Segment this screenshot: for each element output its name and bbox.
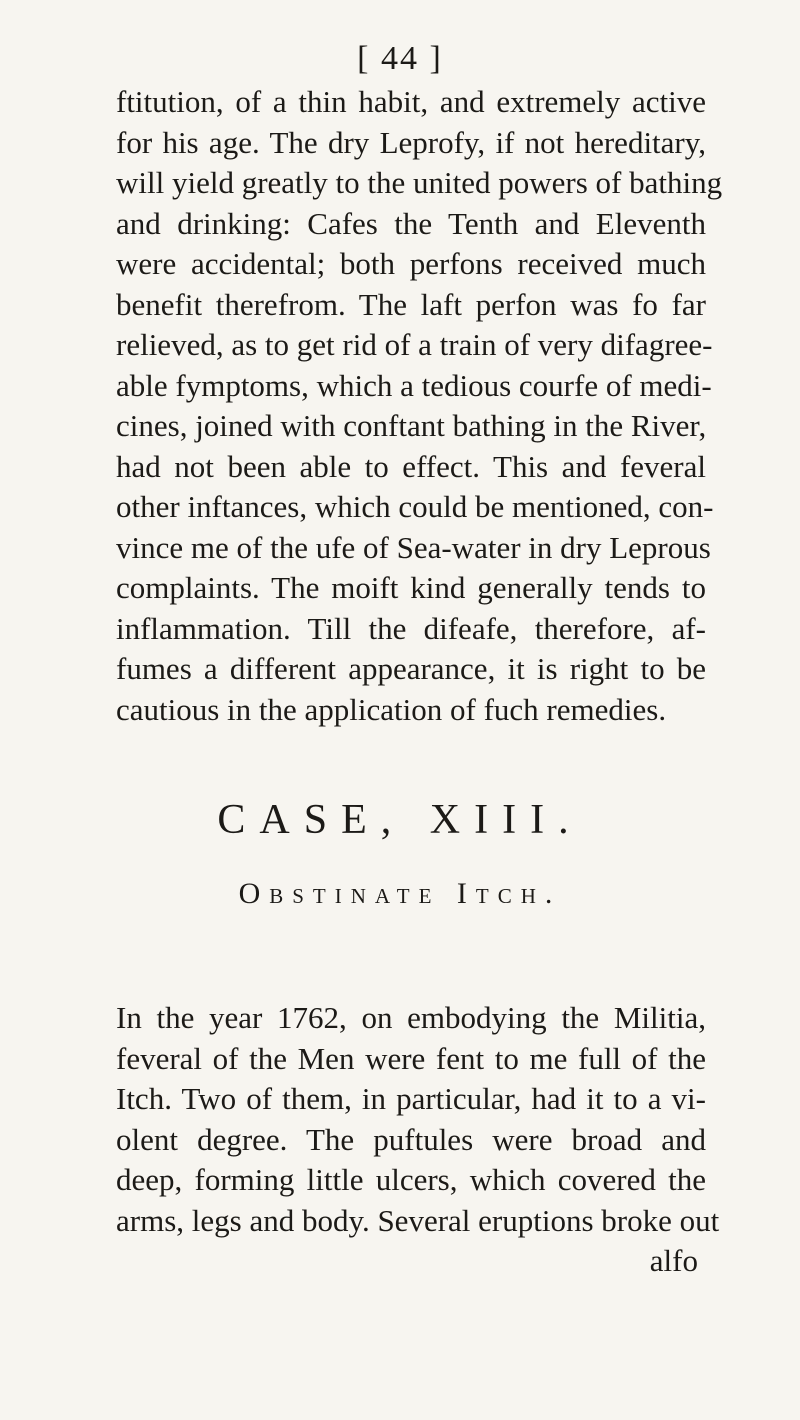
paragraph-2 [116, 998, 720, 1282]
text-line: cautious in the application of fuch remedies. [116, 691, 667, 727]
case-title: CASE, XIII. [217, 797, 583, 843]
text-line: ftitution, of a thin habit, and extremely active [116, 84, 706, 119]
text-line: and drinking: Cafes the Tenth and Eleventh [116, 205, 706, 241]
text-line: were accidental; both perfons received much [116, 246, 706, 281]
catchword: alfo [649, 1243, 698, 1278]
text-line: feveral of the Men were fent to me full of the [116, 1040, 706, 1076]
text-line: olent degree. The puftules were broad and [116, 1121, 706, 1157]
text-line: deep, forming little ulcers, which covered the [116, 1162, 706, 1197]
text-line: vince me of the ufe of Sea-water in dry Leprous [116, 529, 711, 565]
text-line: benefit therefrom. The laft perfon was fo far [116, 286, 706, 322]
text-line: inflammation. Till the difeafe, therefore, af- [116, 610, 706, 646]
text-line: able fymptoms, which a tedious courfe of medi- [116, 367, 712, 403]
text-line: other inftances, which could be mentioned, con- [116, 489, 714, 524]
text-line: will yield greatly to the united powers of bathing [116, 165, 723, 200]
text-line: In the year 1762, on embodying the Militia, [116, 1000, 706, 1035]
text-line: had not been able to effect. This and feveral [116, 448, 706, 484]
text-line: fumes a different appearance, it is right to be [116, 651, 706, 686]
paragraph-1 [116, 82, 723, 730]
text-line: arms, legs and body. Several eruptions broke out [116, 1202, 720, 1238]
text-line: relieved, as to get rid of a train of very difagree- [116, 327, 713, 362]
text-line: for his age. The dry Leprofy, if not hereditary, [116, 124, 706, 160]
text-line: complaints. The moift kind generally tends to [116, 570, 706, 605]
page-number-header: [ 44 ] [357, 40, 443, 77]
case-subtitle: Obstinate Itch. [238, 877, 562, 910]
text-line: cines, joined with conftant bathing in the River, [116, 408, 707, 443]
text-line: Itch. Two of them, in particular, had it to a vi- [116, 1081, 706, 1116]
